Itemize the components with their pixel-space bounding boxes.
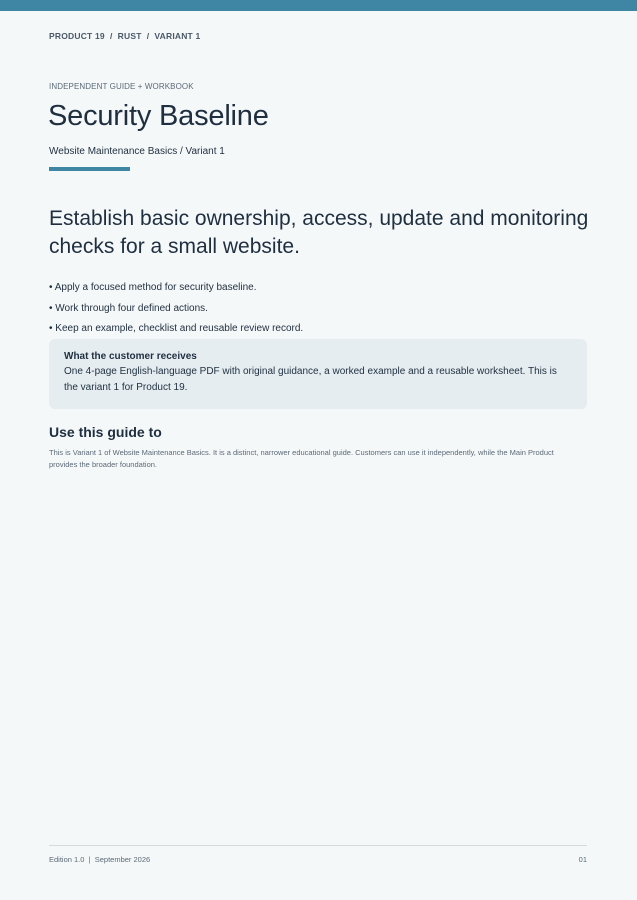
deliverables-callout xyxy=(49,339,587,409)
lede-statement: Establish basic ownership, access, update and monitoring checks for a small website. xyxy=(49,207,589,258)
callout-title: What the customer receives xyxy=(64,351,197,362)
key-point-item: • Keep an example, checklist and reusable review record. xyxy=(49,319,303,340)
page-title: Security Baseline xyxy=(48,100,269,132)
footer-divider xyxy=(49,845,587,846)
page-number: 01 xyxy=(578,855,587,864)
usage-heading: Use this guide to xyxy=(49,424,162,440)
page-subtitle: Website Maintenance Basics / Variant 1 xyxy=(49,146,225,157)
top-accent-bar xyxy=(0,0,637,11)
title-accent-rule xyxy=(49,167,130,171)
edition-info: Edition 1.0 | September 2026 xyxy=(49,855,151,864)
key-point-item: • Work through four defined actions. xyxy=(49,299,303,320)
key-points-list xyxy=(49,278,303,340)
breadcrumb: PRODUCT 19 / RUST / VARIANT 1 xyxy=(49,31,201,41)
key-point-item: • Apply a focused method for security baseline. xyxy=(49,278,303,299)
callout-body: One 4-page English-language PDF with original guidance, a worked example and a reusable worksheet. This is the variant 1 for Product 19. xyxy=(64,366,557,393)
usage-body: This is Variant 1 of Website Maintenance Basics. It is a distinct, narrower educational guide. Customers can use it independently, while the Main Product provides the broader foundation. xyxy=(49,448,554,469)
eyebrow-label: INDEPENDENT GUIDE + WORKBOOK xyxy=(49,82,194,91)
